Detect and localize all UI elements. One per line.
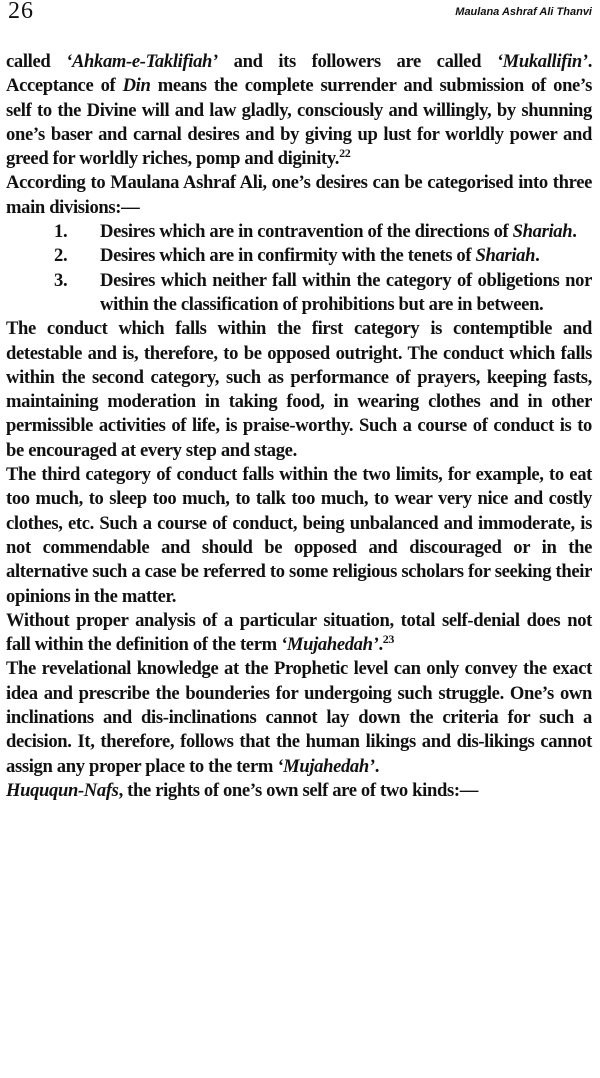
term-mujahedah: ‘Mujahedah’ bbox=[281, 634, 379, 656]
list-number: 3. bbox=[54, 269, 68, 291]
paragraph-6: The revelational knowledge at the Prophetic level can only convey the exact idea and prescribe the bounderies for undergoing such struggle. One’s own inclinations and dis-inclinations cannot lay down the criteria for such a decision. It, therefore, follows that the human likings and dis-likings cannot assign any proper place to the term ‘Mujahedah’. bbox=[6, 658, 592, 777]
term-huququn-nafs: Huququn-Nafs bbox=[6, 779, 119, 801]
term-shariah: Shariah bbox=[512, 221, 573, 243]
paragraph-4: The third category of conduct falls within the two limits, for example, to eat too much, to sleep too much, to talk too much, to wear very nice and costly clothes, etc. Such a course of conduct, being unbalanced and immoderate, is not commendable and should be opposed and discouraged or in the alternative such a case be referred to some religious scholars for seeking their opinions in the matter. bbox=[6, 464, 592, 607]
paragraph-1: called ‘Ahkam-e-Taklifiah’ and its followers are called ‘Mukallifin’. Acceptance of Din means the complete surrender and submission of one’s self to the Divine will and law gladly, consciously and willingly, by shunning one’s baser and carnal desires and by giving up lust for worldly power and greed for worldly riches, pomp and diginity.$^{22}$ bbox=[6, 51, 593, 170]
list-item: 2. Desires which are in confirmity with the tenets of Shariah. bbox=[6, 244, 592, 268]
paragraph-3: The conduct which falls within the first category is contemptible and detestable and is, therefore, to be opposed outright. The conduct which falls within the second category, such as performance of prayers, keeping fasts, maintaining moderation in taking food, in wearing clothes and in other permissible activities of life, is praise-worthy. Such a course of conduct is to be encouraged at every step and stage. bbox=[6, 318, 592, 461]
body-text bbox=[6, 50, 592, 803]
page-number: 26 bbox=[8, 0, 34, 24]
term-mukallifin: ‘Mukallifin’ bbox=[496, 51, 588, 72]
list-item: 1. Desires which are in contravention of the directions of Shariah. bbox=[6, 220, 592, 244]
paragraph-7: Huququn-Nafs, the rights of one’s own self are of two kinds:— bbox=[6, 779, 478, 801]
term-shariah: Shariah bbox=[475, 245, 536, 267]
footnote-ref-22[interactable]: 22 bbox=[339, 146, 351, 161]
term-din: Din bbox=[122, 75, 151, 97]
list-item: 3. Desires which neither fall within the category of obligetions nor within the classification of prohibitions but are in between. bbox=[54, 269, 592, 315]
list-number: 2. bbox=[54, 245, 68, 267]
paragraph-5: Without proper analysis of a particular situation, total self-denial does not fall within the definition of the term ‘Mujahedah’.$^{23}$ bbox=[6, 609, 592, 656]
list-number: 1. bbox=[54, 221, 68, 243]
term-mujahedah: ‘Mujahedah’ bbox=[277, 755, 375, 777]
running-title: Maulana Ashraf Ali Thanvi bbox=[455, 6, 592, 18]
footnote-ref-23[interactable]: 23 bbox=[382, 632, 395, 647]
term-ahkam-e-taklifiah: ‘Ahkam-e-Taklifiah’ bbox=[66, 51, 218, 72]
book-page bbox=[6, 0, 592, 1078]
desire-categories-list bbox=[6, 220, 592, 317]
paragraph-2: According to Maulana Ashraf Ali, one’s desires can be categorised into three main divisions:— bbox=[6, 172, 592, 218]
running-header bbox=[6, 0, 592, 30]
